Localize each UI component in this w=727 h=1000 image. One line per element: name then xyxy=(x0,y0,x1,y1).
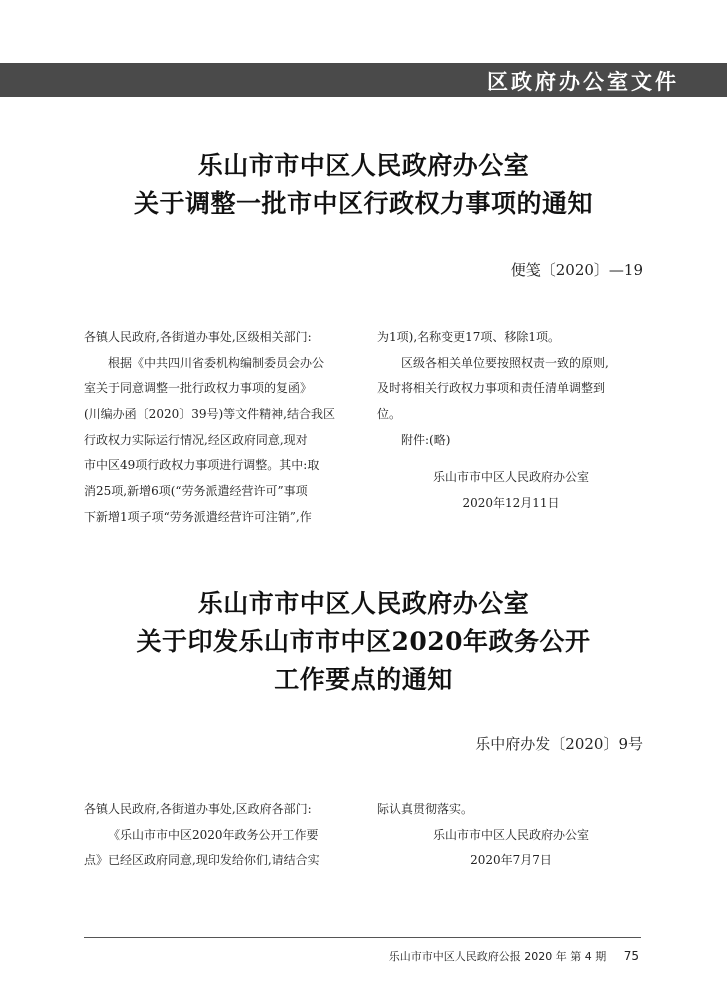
notice1-salutation: 各镇人民政府,各街道办事处,区级相关部门: xyxy=(84,330,312,344)
notice1-right-column xyxy=(377,325,645,517)
notice2-body-line: 点》已经区政府同意,现印发给你们,请结合实 xyxy=(84,853,320,868)
notice2-date: 2020年7月7日 xyxy=(470,853,552,868)
notice2-title xyxy=(0,585,727,699)
notice1-doc-number: 便笺〔2020〕—19 xyxy=(510,261,643,279)
footer xyxy=(389,948,639,964)
header-banner xyxy=(0,63,727,97)
footer-publication: 乐山市市中区人民政府公报 2020 年 第 4 期 xyxy=(388,950,607,963)
notice1-title-line: 乐山市市中区人民政府办公室 xyxy=(197,151,530,180)
notice1-body-line: 为1项),名称变更17项、移除1项。 xyxy=(377,330,561,344)
notice1-date: 2020年12月11日 xyxy=(462,496,560,511)
notice1-attachment: 附件:(略) xyxy=(401,432,451,447)
notice1-body-line: 室关于同意调整一批行政权力事项的复函》 xyxy=(84,381,313,396)
notice1-body-line: 消25项,新增6项(“劳务派遣经营许可”事项 xyxy=(84,484,308,499)
notice1-body-line: 下新增1项子项“劳务派遣经营许可注销”,作 xyxy=(84,509,312,524)
footer-divider xyxy=(84,937,641,938)
notice2-body-line: 《乐山市市中区2020年政务公开工作要 xyxy=(108,827,319,842)
notice1-title xyxy=(0,147,727,223)
notice1-body-line: (川编办函〔2020〕39号)等文件精神,结合我区 xyxy=(84,407,335,422)
header-banner-title: 区政府办公室文件 xyxy=(487,70,679,94)
notice1-title-line: 关于调整一批市中区行政权力事项的通知 xyxy=(133,189,593,218)
notice2-left-column xyxy=(84,797,356,874)
notice2-salutation: 各镇人民政府,各街道办事处,区政府各部门: xyxy=(84,802,312,816)
notice2-signature: 乐山市市中区人民政府办公室 xyxy=(432,827,589,842)
notice2-title-line: 乐山市市中区人民政府办公室 xyxy=(197,589,530,618)
notice1-body-line: 及时将相关行政权力事项和责任清单调整到 xyxy=(377,381,606,396)
notice2-body-line: 际认真贯彻落实。 xyxy=(377,802,474,816)
page-number: 75 xyxy=(623,949,639,963)
notice1-body-line: 根据《中共四川省委机构编制委员会办公 xyxy=(108,355,325,370)
notice1-left-column xyxy=(84,325,356,531)
notice2-doc-number: 乐中府办发〔2020〕9号 xyxy=(475,735,643,753)
notice1-body-line: 位。 xyxy=(377,407,402,422)
notice1-body-line: 区级各相关单位要按照权责一致的原则, xyxy=(401,355,609,370)
notice2-right-column xyxy=(377,797,645,874)
notice1-body-line: 市中区49项行政权力事项进行调整。其中:取 xyxy=(84,458,320,473)
notice2-title-line: 关于印发乐山市市中区2020年政务公开 xyxy=(136,627,591,656)
notice1-signature: 乐山市市中区人民政府办公室 xyxy=(432,470,589,485)
notice1-body-line: 行政权力实际运行情况,经区政府同意,现对 xyxy=(84,432,308,447)
notice2-title-line: 工作要点的通知 xyxy=(274,665,453,694)
